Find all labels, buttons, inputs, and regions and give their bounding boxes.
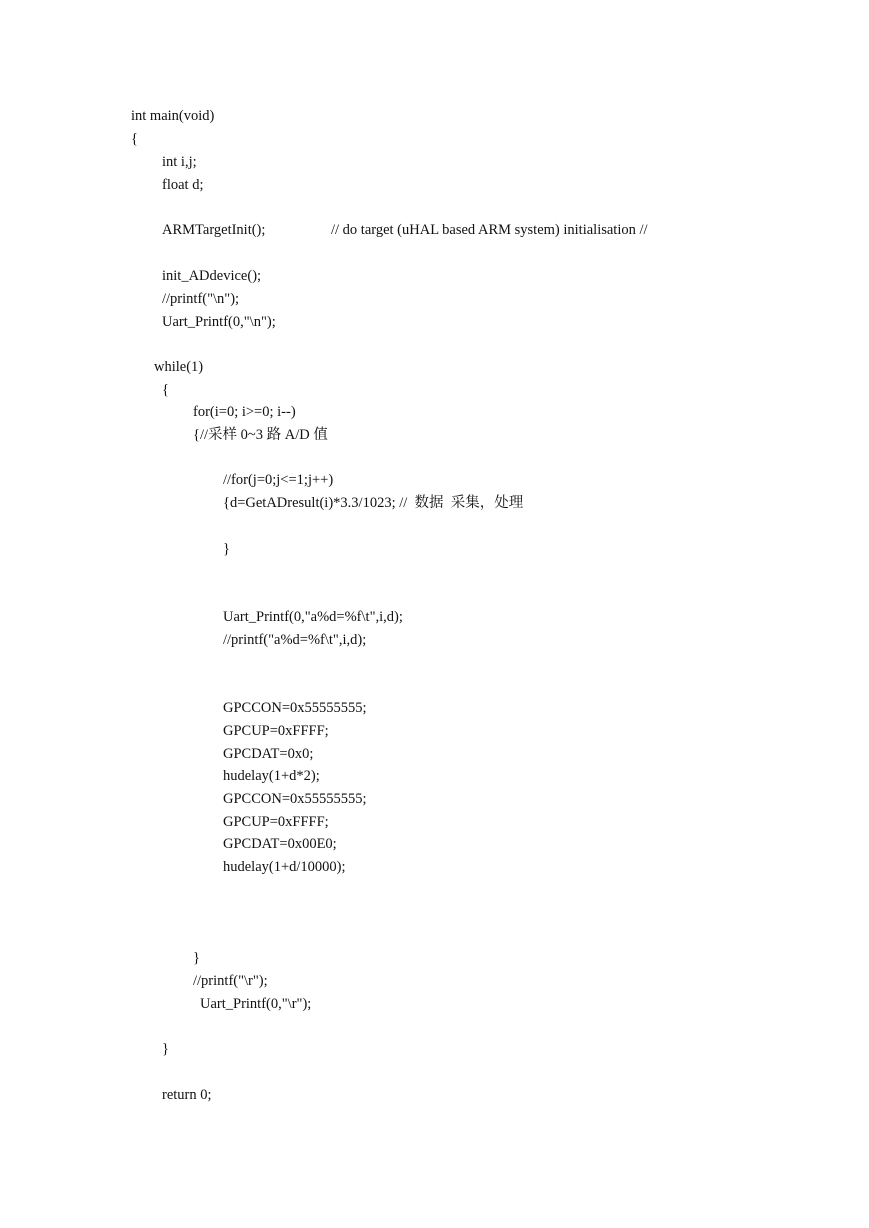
code-line-uart-printf-return: Uart_Printf(0,"\r");	[200, 996, 312, 1012]
code-line-while: while(1)	[154, 359, 204, 375]
code-line-hudelay-2: hudelay(1+d/10000);	[223, 859, 346, 875]
code-line-hudelay-1: hudelay(1+d*2);	[223, 768, 320, 784]
code-line-gpcup-1: GPCUP=0xFFFF;	[223, 723, 329, 739]
code-line-gpcup-2: GPCUP=0xFFFF;	[223, 814, 329, 830]
code-line-declare-ij: int i,j;	[162, 154, 197, 170]
code-line-get-adresult: {d=GetADresult(i)*3.3/1023; // 数据 采集，处理	[223, 495, 524, 511]
code-line-gpcdat-2: GPCDAT=0x00E0;	[223, 836, 337, 852]
code-line-declare-d: float d;	[162, 177, 204, 193]
code-line-while-close-brace: }	[162, 1041, 169, 1057]
code-line-gpccon-1: GPCCON=0x55555555;	[223, 700, 367, 716]
code-line-while-open-brace: {	[162, 382, 169, 398]
code-line-for-loop: for(i=0; i>=0; i--)	[193, 404, 296, 420]
code-line-uart-printf-newline: Uart_Printf(0,"\n");	[162, 314, 276, 330]
code-line-for-close-brace: }	[193, 950, 200, 966]
code-line-return: return 0;	[162, 1087, 212, 1103]
code-line-inner-close-brace: }	[223, 541, 230, 557]
code-line-printf-value-comment: //printf("a%d=%f\t",i,d);	[223, 632, 367, 648]
code-line-printf-newline-comment: //printf("\n");	[162, 291, 240, 307]
code-line-printf-return-comment: //printf("\r");	[193, 973, 268, 989]
code-line-gpcdat-1: GPCDAT=0x0;	[223, 746, 314, 762]
code-line-open-brace: {	[131, 131, 138, 147]
code-line-gpccon-2: GPCCON=0x55555555;	[223, 791, 367, 807]
code-line-for-j-comment: //for(j=0;j<=1;j++)	[223, 472, 334, 488]
code-line-target-init: ARMTargetInit();	[162, 222, 266, 238]
code-line-main-signature: int main(void)	[131, 108, 215, 124]
code-line-uart-printf-value: Uart_Printf(0,"a%d=%f\t",i,d);	[223, 609, 403, 625]
code-line-init-addevice: init_ADdevice();	[162, 268, 262, 284]
code-line-target-init-comment: // do target (uHAL based ARM system) initialisation //	[331, 222, 648, 238]
code-line-sample-comment: {//采样 0~3 路 A/D 值	[193, 427, 328, 443]
